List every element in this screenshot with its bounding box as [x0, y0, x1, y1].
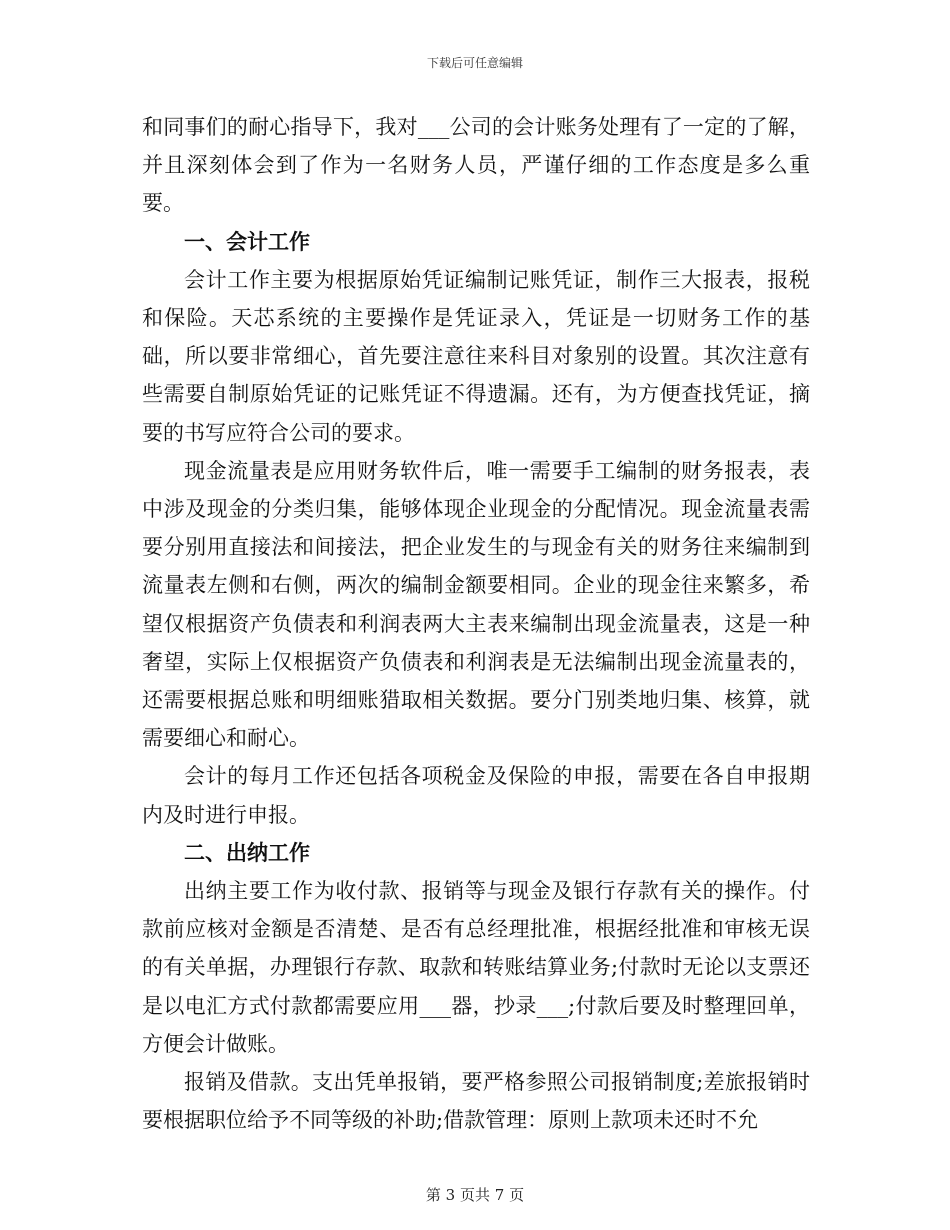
paragraph-intro-continuation: 和同事们的耐心指导下，我对___公司的会计账务处理有了一定的了解，并且深刻体会到了作为一名财务人员，严谨仔细的工作态度是多么重要。 [142, 115, 810, 216]
document-body [142, 108, 810, 1139]
paragraph-tax-declaration: 会计的每月工作还包括各项税金及保险的申报，需要在各自申报期内及时进行申报。 [142, 764, 810, 827]
page-header: 下载后可任意编辑 [426, 56, 523, 70]
section-heading-cashier: 二、出纳工作 [184, 839, 310, 865]
paragraph-cash-flow: 现金流量表是应用财务软件后，唯一需要手工编制的财务报表，表中涉及现金的分类归集，能够体现企业现金的分配情况。现金流量表需要分别用直接法和间接法，把企业发生的与现金有关的财务往来编制到流量表左侧和右侧，两次的编制金额要相同。企业的现金往来繁多，希望仅根据资产负债表和利润表两大主表来编制出现金流量表，这是一种奢望，实际上仅根据资产负债表和利润表是无法编制出现金流量表的，还需要根据总账和明细账猎取相关数据。要分门别类地归集、核算，就需要细心和耐心。 [142, 458, 810, 751]
page-footer: 第 3 页共 7 页 [425, 1186, 525, 1204]
section-heading-accounting: 一、会计工作 [184, 228, 310, 254]
paragraph-cashier-work: 出纳主要工作为收付款、报销等与现金及银行存款有关的操作。付款前应核对金额是否清楚、是否有总经理批准，根据经批准和审核无误的有关单据，办理银行存款、取款和转账结算业务;付款时无论以支票还是以电汇方式付款都需要应用___器，抄录___;付款后要及时整理回单，方便会计做账。 [142, 879, 810, 1056]
paragraph-reimbursement: 报销及借款。支出凭单报销，要严格参照公司报销制度;差旅报销时要根据职位给予不同等级的补助;借款管理：原则上款项未还时不允 [142, 1070, 810, 1133]
paragraph-accounting-work: 会计工作主要为根据原始凭证编制记账凭证，制作三大报表，报税和保险。天芯系统的主要操作是凭证录入，凭证是一切财务工作的基础，所以要非常细心，首先要注意往来科目对象别的设置。其次注意有些需要自制原始凭证的记账凭证不得遗漏。还有，为方便查找凭证，摘要的书写应符合公司的要求。 [142, 267, 810, 445]
